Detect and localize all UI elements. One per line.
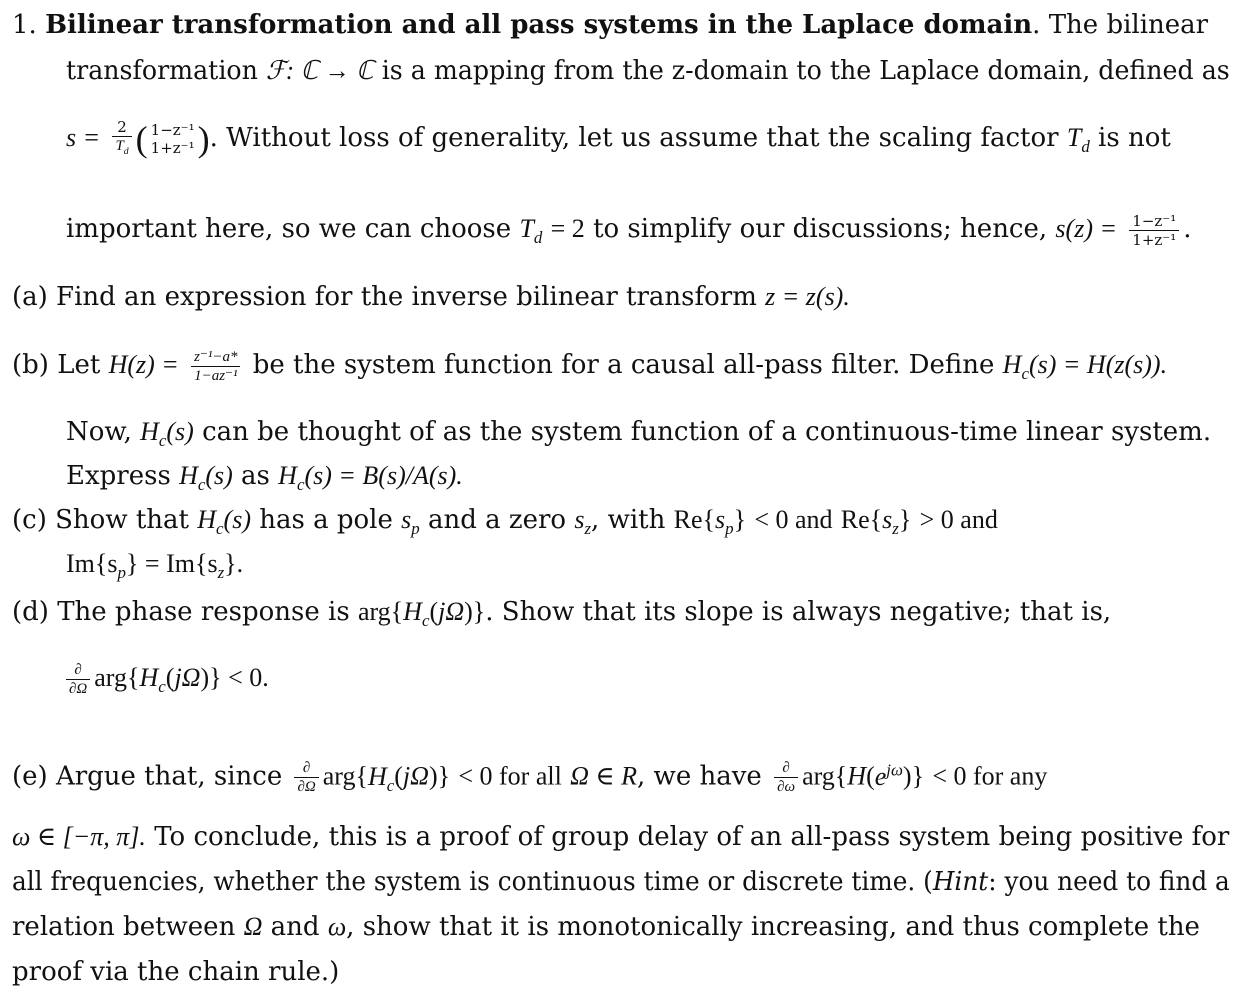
re-sp: $Re\{s_p\}$ <box>673 505 747 539</box>
part-e-text-1: (e) Argue that, since <box>12 761 283 792</box>
mapping-expr: ℱ: ℂ → ℂ <box>265 56 374 85</box>
part-b-express: Express <box>66 461 171 491</box>
Hc-eq: $H_c(s) = B(s)/A(s)$. <box>278 461 463 495</box>
part-e-text-11: , show that it is monotonically increasing, and thus complete the <box>346 912 1200 942</box>
part-b-now: Now, <box>66 417 132 447</box>
hint-word: Hint <box>932 867 989 897</box>
s-equals: s = <box>66 123 101 152</box>
im-sp-a: Im{s <box>66 549 118 578</box>
Td-sub2: d <box>1081 137 1090 157</box>
part-b-def: $H_c(s) = H(z(s))$. <box>1002 350 1168 384</box>
Hc-eq-rhs: = B(s)/A(s). <box>338 461 463 490</box>
part-e-text-7: all frequencies, whether the system is continuous time or discrete time. ( <box>12 867 933 897</box>
fraction-bilinear <box>148 121 198 157</box>
phase-expr: $arg\{H_c(j\Omega)\}$ <box>357 597 486 631</box>
part-e-text-9: relation between <box>12 912 236 942</box>
fraction-2-over-Td <box>112 118 131 161</box>
im-sp-c: }. <box>224 549 244 578</box>
pole-symbol: $s_p$ <box>401 505 420 539</box>
part-b-text: be the system function for a causal all-pass filter. Define <box>252 350 995 380</box>
part-b-line-2 <box>66 415 1211 458</box>
Hc-symbol-2: $H_c(s)$ <box>179 461 233 495</box>
d-domega: $\frac{\partial}{\partial\omega}$ <box>774 759 798 796</box>
re-sz: $Re\{s_z\}$ <box>840 505 912 539</box>
Hc-symbol-3: $H_c(s)$ <box>197 505 251 539</box>
Td-symbol-3 <box>519 214 543 248</box>
part-a <box>12 280 850 314</box>
part-c-text-1: (c) Show that <box>12 505 189 535</box>
part-b-text-2: can be thought of as the system function of a continuous-time linear system. <box>202 417 1212 447</box>
zero-symbol: $s_z$ <box>574 505 592 539</box>
Td-symbol <box>1066 123 1090 157</box>
e-slope: $arg\{H_c(j\Omega)\}$ <box>322 761 451 795</box>
Td-T3: T <box>519 214 534 243</box>
part-e-text-6: To conclude, this is a proof of group delay of an all-pass system being positive for <box>154 822 1230 852</box>
Td-T2: T <box>1066 123 1082 152</box>
part-d-lt0: < 0. <box>228 663 269 692</box>
part-e-text-2: < 0 for all <box>458 761 562 791</box>
Td-sub3: d <box>533 228 543 248</box>
part-e-line-2 <box>12 820 1229 854</box>
intro-text-c: is a mapping from the z-domain to the Laplace domain, defined as <box>381 56 1230 86</box>
part-d-text-1: (d) The phase response is <box>12 597 350 627</box>
td-equals-2: = 2 <box>550 214 585 243</box>
part-e-text-10: and <box>270 912 320 942</box>
part-e-text-8: : you need to find a <box>988 867 1230 897</box>
part-c-text-2: has a pole <box>259 505 393 535</box>
s-of-z: s(z) = <box>1055 214 1118 243</box>
frac-num: 2 <box>112 118 131 137</box>
fraction-sz <box>1129 212 1179 249</box>
part-a-math: z = z(s). <box>765 282 850 311</box>
omega-cap: Ω <box>243 912 263 941</box>
paren-open: ( <box>135 119 148 159</box>
allpass-num: z⁻¹−a* <box>191 348 240 367</box>
d-dOmega: $\frac{\partial}{\partial\Omega}$ <box>66 661 90 698</box>
d-dOmega-2: $\frac{\partial}{\partial\Omega}$ <box>294 759 318 796</box>
intro-text-d: . Without loss of generality, let us assume that the scaling factor <box>209 123 1059 153</box>
intro-text-a: . The bilinear <box>1032 10 1209 40</box>
intro-text-b: transformation <box>66 56 258 86</box>
im-sp-b: } = Im{s <box>125 549 218 578</box>
Td-sub: d <box>123 145 129 157</box>
intro-text-g: to simplify our discussions; hence, <box>593 214 1048 244</box>
part-b-as: as <box>241 461 270 491</box>
part-e-text-12: proof via the chain rule.) <box>12 957 340 987</box>
part-d <box>12 595 1111 638</box>
part-e-line-3 <box>12 865 1230 899</box>
part-b-H: H(z) = <box>108 350 179 379</box>
fraction-allpass <box>191 348 240 385</box>
omega-in-R: Ω ∈ R <box>570 761 638 791</box>
omega-range: ω ∈ [−π, π]. <box>12 822 146 851</box>
intro-line-3 <box>66 116 1171 169</box>
sz-num: 1−z⁻¹ <box>1129 212 1179 231</box>
part-d-line-2 <box>62 655 269 710</box>
allpass-den: 1−az⁻¹ <box>194 367 238 384</box>
bilinear-num: 1−z⁻¹ <box>150 121 195 139</box>
intro-text-e: is not <box>1098 123 1171 153</box>
sz-den: 1+z⁻¹ <box>1132 230 1177 249</box>
part-c <box>12 503 998 546</box>
part-b <box>12 340 1167 399</box>
problem-heading <box>12 8 1208 42</box>
part-c-text-6: > 0 and <box>919 505 998 534</box>
problem-number: 1. <box>12 10 37 40</box>
part-d-text-2: . Show that its slope is always negative; that is, <box>485 597 1112 627</box>
intro-text-f: important here, so we can choose <box>66 214 512 244</box>
part-e-line-4 <box>12 910 1200 944</box>
slope-expr: $arg\{H_c(j\Omega)\} < 0$. <box>94 663 269 697</box>
part-c-text-4: , with <box>591 505 666 535</box>
Hc-symbol: $H_c(s)$ <box>140 417 194 451</box>
part-c-text-3: and a zero <box>427 505 567 535</box>
part-e-text-4: < 0 for any <box>932 761 1048 791</box>
omega-small: ω <box>327 912 347 941</box>
part-e <box>12 745 1047 811</box>
bilinear-den: 1+z⁻¹ <box>150 139 195 157</box>
part-c-text-5: < 0 and <box>754 505 833 534</box>
e-dtft-slope: $arg\{H(e^{j\omega})\}$ <box>802 760 925 791</box>
part-e-text-3: , we have <box>637 761 762 792</box>
intro-line-4: important here, so we can choose $T_d = 2$ to simplify our discussions; hence, s(z) = $\frac{\text{1−z⁻¹}}{\text{1+z⁻¹}}$ . <box>66 211 1192 249</box>
part-c-line-2: $Im\{s_p\} = Im\{s_z\}$. <box>66 549 244 583</box>
intro-line-2 <box>66 54 1230 88</box>
part-b-line-3 <box>66 459 463 502</box>
part-b-label: (b) Let <box>12 350 101 380</box>
part-a-text: (a) Find an expression for the inverse bilinear transform <box>12 282 757 312</box>
part-e-line-5 <box>12 955 339 989</box>
problem-title: Bilinear transformation and all pass systems in the Laplace domain <box>45 10 1033 40</box>
frac-den <box>112 137 131 161</box>
paren-close: ) <box>197 119 210 159</box>
Td-T: T <box>115 137 124 154</box>
